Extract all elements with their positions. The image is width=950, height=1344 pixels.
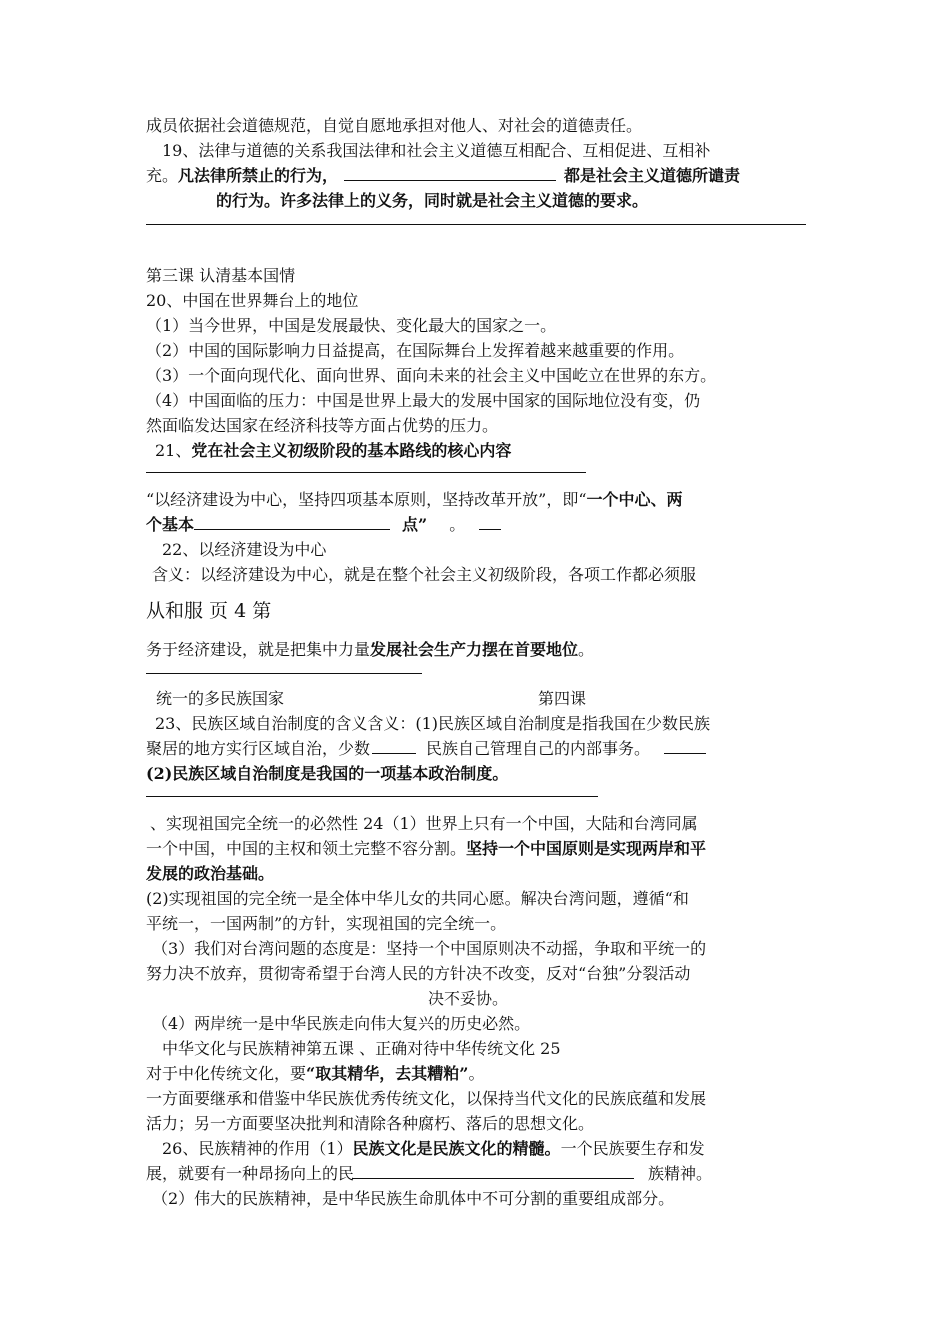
question-22: 22、以经济建设为中心 xyxy=(162,540,327,559)
lesson-3-title: 第三课 认清基本国情 xyxy=(146,266,296,285)
question-26 xyxy=(162,1139,705,1159)
page-number-line: 从和服 页 4 第 xyxy=(146,600,272,622)
text-line: 平统一，一国两制”的方针，实现祖国的完全统一。 xyxy=(146,914,507,933)
text-line: 然面临发达国家在经济科技等方面占优势的压力。 xyxy=(146,416,499,435)
divider xyxy=(146,224,806,225)
bold-text: (2) xyxy=(146,764,173,783)
fill-blank xyxy=(372,752,416,754)
bold-text: 点” xyxy=(402,515,428,534)
fill-blank xyxy=(479,528,501,530)
bold-text: “取其精华，去其糟粕” xyxy=(306,1064,469,1083)
text-line: 一方面要继承和借鉴中华民族优秀传统文化，以保持当代文化的民族底蕴和发展 xyxy=(146,1089,707,1108)
text-span: 务于经济建设，就是把集中力量 xyxy=(146,640,371,659)
text-line: （2）伟大的民族精神，是中华民族生命肌体中不可分割的重要组成部分。 xyxy=(152,1189,675,1208)
text-line: 努力决不放弃，贯彻寄希望于台湾人民的方针决不改变，反对“台独”分裂活动 xyxy=(146,964,691,983)
fill-blank xyxy=(664,752,706,754)
text-line: 含义：以经济建设为中心，就是在整个社会主义初级阶段，各项工作都必须服 xyxy=(152,565,697,584)
question-24: 、实现祖国完全统一的必然性 24（1）世界上只有一个中国，大陆和台湾同属 xyxy=(150,814,698,833)
fill-blank xyxy=(344,179,556,181)
bold-text: 凡法律所禁止的行为， xyxy=(178,166,339,185)
text-span: 26、民族精神的作用（1） xyxy=(162,1139,353,1158)
bold-text: 的行为。许多法律上的义务，同时就是社会主义道德的要求。 xyxy=(216,191,649,210)
text-span: 。 xyxy=(468,1064,485,1083)
text-span: 族精神。 xyxy=(648,1164,713,1183)
question-19: 19、法律与道德的关系我国法律和社会主义道德互相配合、互相促进、互相补 xyxy=(162,141,711,160)
bold-text: 民族区域自治制度是我国的一项基本政治制度。 xyxy=(172,764,509,783)
bold-text: 发展社会生产力摆在首要地位 xyxy=(370,640,579,659)
text-line xyxy=(146,839,706,859)
text-line: 成员依据社会道德规范，自觉自愿地承担对他人、对社会的道德责任。 xyxy=(146,116,643,135)
text-span: 聚居的地方实行区域自治，少数 xyxy=(146,739,371,758)
text-line: 活力；另一方面要坚决批判和清除各种腐朽、落后的思想文化。 xyxy=(146,1114,595,1133)
bold-text: 一个中心、两 xyxy=(586,490,683,509)
bold-text: 发展的政治基础。 xyxy=(146,864,275,883)
text-line: （1）当今世界，中国是发展最快、变化最大的国家之一。 xyxy=(146,316,557,335)
bold-text: 民族文化是民族文化的精髓。 xyxy=(352,1139,561,1158)
divider xyxy=(146,673,422,674)
text-line: （3）我们对台湾问题的态度是：坚持一个中国原则决不动摇，争取和平统一的 xyxy=(152,939,707,958)
text-line: （3）一个面向现代化、面向世界、面向未来的社会主义中国屹立在世界的东方。 xyxy=(146,366,717,385)
text-span: 一个民族要生存和发 xyxy=(560,1139,705,1158)
question-25 xyxy=(146,1064,484,1084)
bold-text: 个基本 xyxy=(146,515,195,534)
lesson-4-title: 第四课 xyxy=(538,689,587,708)
text-span: 一个中国，中国的主权和领土完整不容分割。 xyxy=(146,839,467,858)
text-line xyxy=(146,490,683,510)
text-span: 。 xyxy=(578,640,595,659)
divider xyxy=(146,472,586,473)
lesson-4-subtitle: 统一的多民族国家 xyxy=(156,689,285,708)
text-line xyxy=(146,166,740,186)
text-line: （4）两岸统一是中华民族走向伟大复兴的历史必然。 xyxy=(152,1014,531,1033)
text-line xyxy=(146,739,706,759)
text-line: （2）中国的国际影响力日益提高，在国际舞台上发挥着越来越重要的作用。 xyxy=(146,341,685,360)
text-line xyxy=(146,640,594,660)
text-line xyxy=(146,1164,712,1184)
text-line: (2)实现祖国的完全统一是全体中华儿女的共同心愿。解决台湾问题，遵循“和 xyxy=(146,889,689,908)
question-23: 23、民族区域自治制度的含义含义：(1)民族区域自治制度是指我国在少数民族 xyxy=(155,714,711,733)
text-span: 21、 xyxy=(155,441,192,460)
text-span: “以经济建设为中心，坚持四项基本原则，坚持改革开放”，即“ xyxy=(146,490,587,509)
fill-blank xyxy=(352,1177,634,1179)
text-span: 民族自己管理自己的内部事务。 xyxy=(426,739,651,758)
question-21 xyxy=(155,441,511,461)
text-line: 决不妥协。 xyxy=(428,989,509,1008)
text-span: 充。 xyxy=(146,166,179,185)
text-line xyxy=(146,764,508,784)
text-line: （4）中国面临的压力：中国是世界上最大的发展中国家的国际地位没有变，仍 xyxy=(146,391,701,410)
text-line xyxy=(146,515,501,535)
text-span: 对于中化传统文化，要 xyxy=(146,1064,307,1083)
text-span: 展，就要有一种昂扬向上的民 xyxy=(146,1164,355,1183)
lesson-5-title: 中华文化与民族精神第五课 、正确对待中华传统文化 25 xyxy=(162,1039,561,1058)
bold-text: 坚持一个中国原则是实现两岸和平 xyxy=(466,839,707,858)
fill-blank xyxy=(194,528,390,530)
question-20: 20、中国在世界舞台上的地位 xyxy=(146,291,359,310)
bold-text: 都是社会主义道德所谴责 xyxy=(564,166,741,185)
text-span: 。 xyxy=(449,515,466,534)
bold-text: 党在社会主义初级阶段的基本路线的核心内容 xyxy=(191,441,512,460)
divider xyxy=(146,796,598,797)
